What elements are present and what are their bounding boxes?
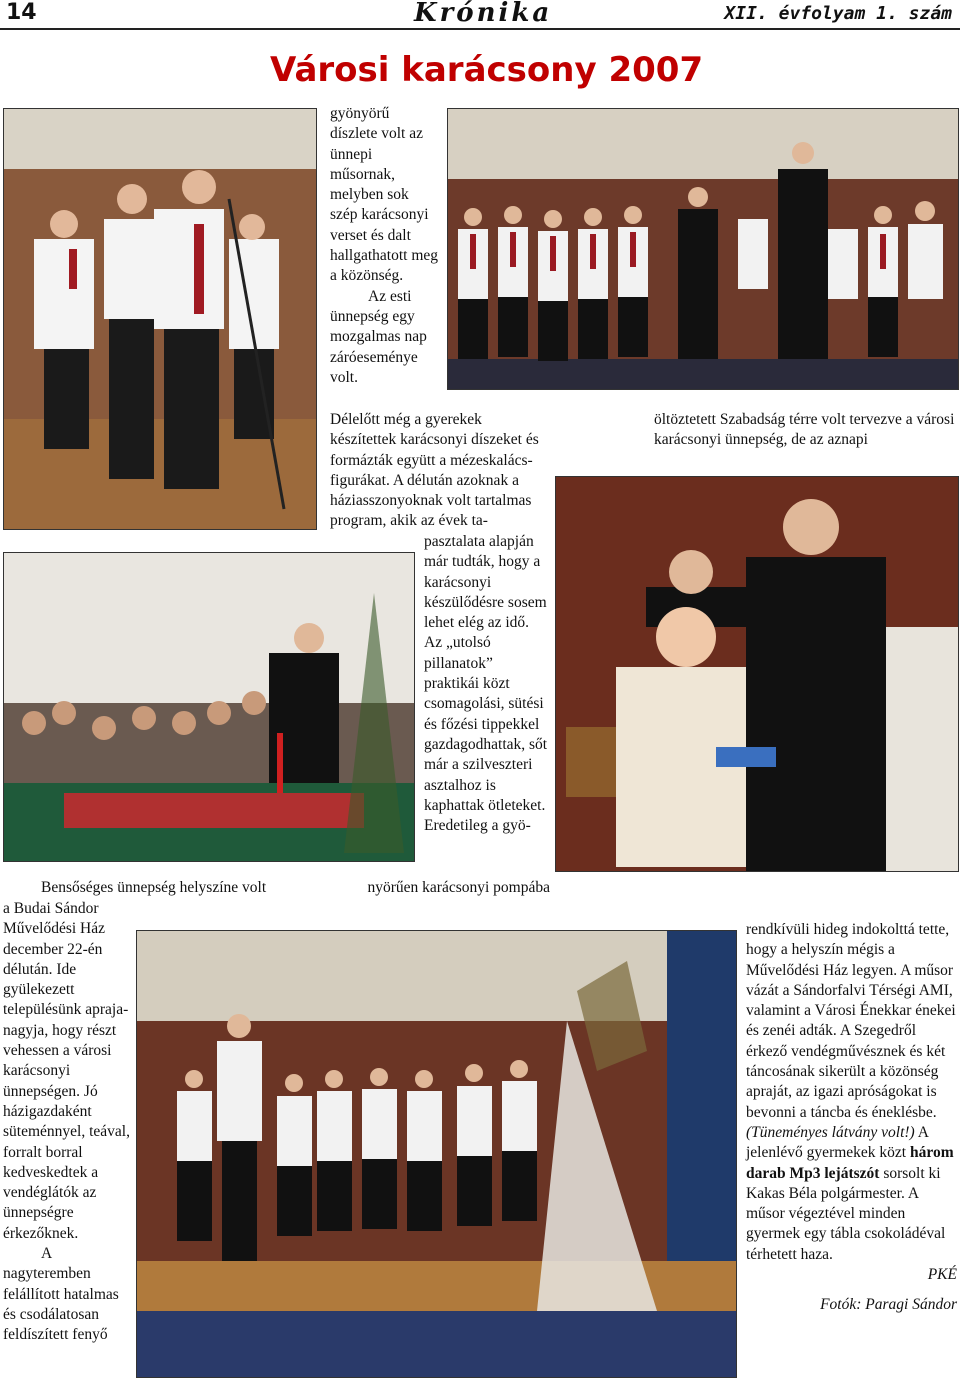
photo-choir-trumpets bbox=[447, 108, 959, 390]
photo-conductor-choir bbox=[136, 930, 737, 1378]
masthead: Krónika bbox=[414, 0, 553, 28]
paragraph: a Budai Sándor Művelődési Ház december 22-én délután. Ide gyülekezett településünk apraja-nagyja, hogy részt vehessen a városi karácsonyi ünnepségen. Jó házigazdaként süteménnyel, teával, forralt borral kedveskedtek a vendéglátók az ünnepségre érkezőknek. bbox=[3, 900, 130, 1242]
paragraph: A nagyteremben felállított hatalmas és csodálatosan feldíszített fenyő bbox=[3, 1245, 119, 1344]
issue-label: XII. évfolyam 1. szám bbox=[724, 3, 952, 24]
article-col1-lead bbox=[3, 878, 313, 898]
text-run-bold: három darab Mp3 lejátszót bbox=[746, 1144, 954, 1182]
text-run: rendkívüli hideg indokolttá tette, hogy a helyszín mégis a Művelődési Ház legyen. A műsor vázát a Sándorfalvi Térségi AMI, valamint a Városi Énekkar énekei és zenéi adták. A Szegedről érkező vendégművésznek és két táncosának sikerült a közönség apraját, az igazi apróságokat is bevonni a táncba és éneklésbe. bbox=[746, 921, 956, 1121]
paragraph: Az esti ünnepség egy mozgalmas nap záróeseménye volt. bbox=[330, 287, 427, 386]
article-title: Városi karácsony 2007 bbox=[270, 50, 704, 90]
paragraph: pasztalata alapján már tudták, hogy a karácsonyi készülődésre sosem lehet elég az idő. Az „utolsó pillanatok” praktikái közt csomagolási, sütési és főzési tippekkel gazdagodhattak, sőt már a szilveszteri asztalhoz is kaphattak ötleteket. Eredetileg a gyö- bbox=[424, 533, 548, 835]
photo-mayor-girl bbox=[555, 476, 959, 872]
paragraph: Délelőtt még a gyerekek készítettek karácsonyi díszeket és formázták együtt a mézeskalács-figurákat. A délután azoknak a háziasszonyoknak volt tartalmas program, akik az évek ta- bbox=[330, 411, 539, 530]
page-number: 14 bbox=[6, 0, 37, 25]
paragraph: gyönyörű díszlete volt az ünnepi műsornak, melyben sok szép karácsonyi verset és dalt hallgathatott meg a közönség. bbox=[330, 105, 439, 285]
signature: PKÉ bbox=[927, 1266, 957, 1284]
paragraph bbox=[746, 920, 957, 1265]
article-col2-top bbox=[330, 104, 440, 388]
paragraph: Bensőséges ünnepség helyszíne volt bbox=[41, 879, 267, 896]
article-col2-narrow bbox=[424, 532, 550, 836]
article-col2-end bbox=[330, 878, 550, 898]
article-col3-top bbox=[654, 410, 956, 451]
paragraph: öltöztetett Szabadság térre volt tervezve a városi karácsonyi ünnepség, de az aznapi bbox=[654, 411, 955, 449]
text-run: A jelenlévő gyermekek közt bbox=[746, 1123, 929, 1162]
text-run: sorsolt ki Kakas Béla polgármester. A műsor végeztével minden gyermek egy tábla csokoládéval térhetett haza. bbox=[746, 1164, 946, 1263]
photo-credit: Fotók: Paragi Sándor bbox=[820, 1296, 957, 1314]
article-col1 bbox=[3, 899, 131, 1346]
text-run-italic: (Tüneményes látvány volt!) bbox=[746, 1123, 915, 1141]
page-header bbox=[0, 0, 960, 30]
article-col3-bottom bbox=[746, 920, 957, 1316]
article-col2-wide bbox=[330, 410, 550, 532]
paragraph: nyörűen karácsonyi pompába bbox=[367, 879, 550, 896]
photo-singer-audience bbox=[3, 552, 415, 862]
photo-choir-singers bbox=[3, 108, 317, 530]
